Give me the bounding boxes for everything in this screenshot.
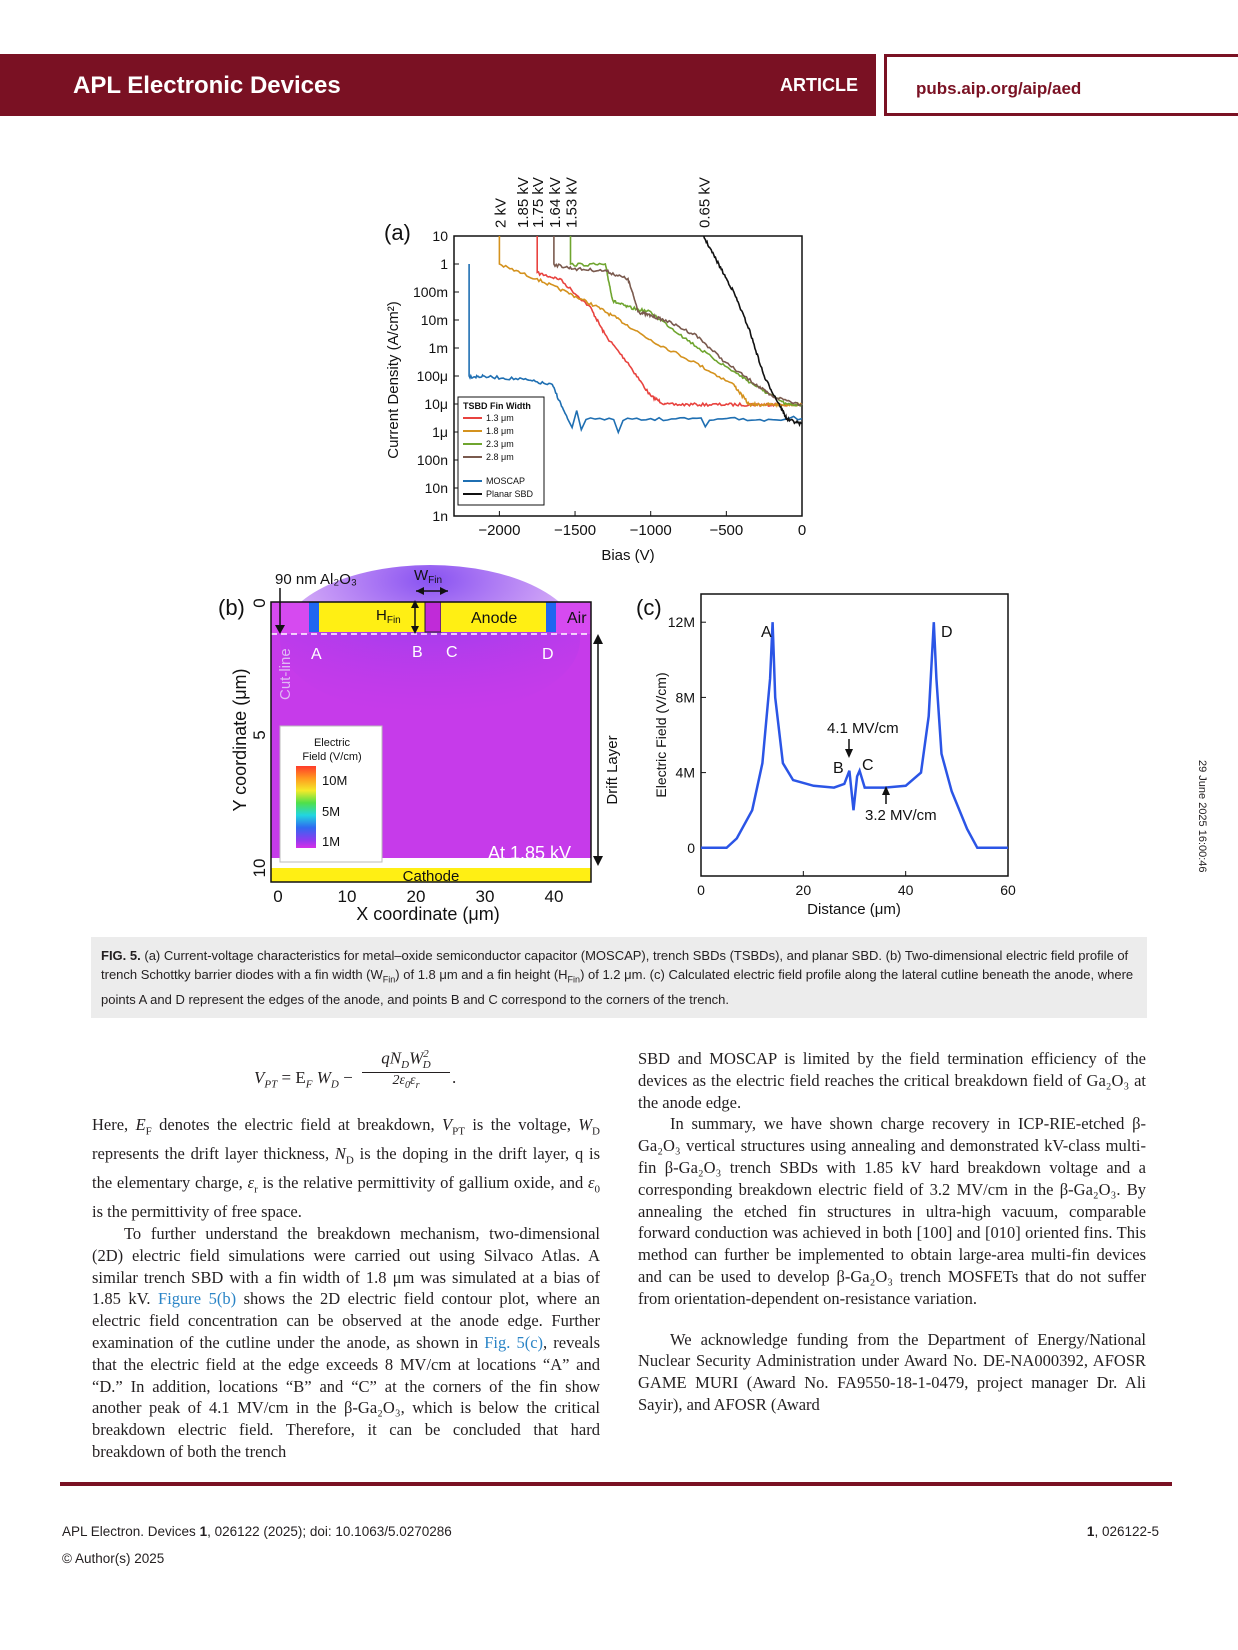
x-tick-label: −500 xyxy=(709,522,744,539)
paragraph-field-termination: SBD and MOSCAP is limited by the field termination efficiency of the devices as the electric field reaches the critical breakdown field of Ga₂O₃ at the anode edge. xyxy=(638,1049,1146,1112)
breakdown-voltage-label: 0.65 kV xyxy=(696,177,714,228)
y-tick-label: 1m xyxy=(428,340,448,356)
left-column xyxy=(92,1114,600,1463)
paragraph-simulation: To further understand the breakdown mechanism, two-dimensional (2D) electric field simulations were carried out using Silvaco Atlas. A similar trench SBD with a fin width of 1.8 μm was simulated at a bias of 1.85 kV. Figure 5(b) shows the 2D electric field contour plot, where an electric field concentration can be observed at the anode edge. Further examination of the cutline under the anode, as shown in Fig. 5(c), reveals that the electric field at the edge exceeds 8 MV/cm at locations “A” and “D.” In addition, locations “B” and “C” at the corners of the fin show another peak of 4.1 MV/cm in the β-Ga₂O₃, which is below the critical breakdown electric field. Therefore, it can be concluded that hard breakdown of both the trench xyxy=(92,1224,600,1462)
drift-layer-label: Drift Layer xyxy=(604,735,621,805)
fin xyxy=(425,602,441,632)
legend-item-label: 1.3 μm xyxy=(486,413,514,423)
panel-c-point-a: A xyxy=(761,624,772,641)
wfin-label: $W_{Fin}$ xyxy=(414,567,443,586)
x-tick-label: 40 xyxy=(897,882,914,898)
x-tick-label: −1500 xyxy=(553,522,597,539)
annotation-4-1: 4.1 MV/cm xyxy=(827,720,899,737)
x-tick-label: 0 xyxy=(797,522,807,539)
colorbar xyxy=(280,726,382,862)
y-tick-label: 100n xyxy=(416,452,448,468)
cutline-label: Cut-line xyxy=(277,648,294,700)
footer-rule xyxy=(60,1482,1172,1486)
panel-b-x-axis-label: X coordinate (μm) xyxy=(356,904,500,924)
panel-a-y-axis-label: Current Density (A/cm²) xyxy=(385,301,402,459)
left-edge-field xyxy=(309,602,319,632)
x-tick-label: 10 xyxy=(337,887,357,906)
y-tick-label: 8M xyxy=(675,689,695,706)
y-tick-label: 10 xyxy=(250,858,269,878)
paragraph-acknowledgment: We acknowledge funding from the Department of Energy/National Nuclear Security Administration under Award No. DE-NA000392, AFOSR GAME MURI (Award No. FA9550-18-1-0479, project manager Dr. Ali Sayir), and AFOSR (Award xyxy=(638,1329,1146,1414)
y-tick-label: 5 xyxy=(250,730,269,740)
y-tick-label: 10n xyxy=(424,480,448,496)
annotation-3-2: 3.2 MV/cm xyxy=(865,807,937,824)
breakdown-voltage-label: 2 kV xyxy=(492,197,510,228)
panel-a-x-axis-label: Bias (V) xyxy=(601,547,655,564)
x-tick-label: 60 xyxy=(1000,882,1016,898)
legend-item-label: 2.8 μm xyxy=(486,452,514,462)
breakdown-voltage-label: 1.53 kV xyxy=(563,177,581,228)
colorbar-tick-5m: 5M xyxy=(322,804,341,819)
colorbar-tick-10m: 10M xyxy=(322,773,348,788)
panel-a-breakdown-labels xyxy=(492,177,713,228)
figure-5c-link[interactable]: Fig. 5(c) xyxy=(484,1333,544,1353)
point-d-label: D xyxy=(542,646,554,663)
panel-c-point-c: C xyxy=(862,757,874,774)
y-tick-label: 10μ xyxy=(424,396,448,412)
right-column xyxy=(638,1048,1146,1416)
legend-title: TSBD Fin Width xyxy=(463,401,531,411)
legend-item-label: 1.8 μm xyxy=(486,426,514,436)
y-tick-label: 1 xyxy=(440,256,448,272)
footer-copyright: © Author(s) 2025 xyxy=(62,1551,165,1566)
left-mesa xyxy=(271,602,309,634)
journal-url-link[interactable]: pubs.aip.org/aip/aed xyxy=(916,79,1082,98)
footer-citation: APL Electron. Devices 1, 026122 (2025); doi: 10.1063/5.0270286 xyxy=(62,1524,452,1539)
colorbar-tick-1m: 1M xyxy=(322,834,341,849)
figure-5 xyxy=(0,160,1238,930)
panel-c-point-b: B xyxy=(833,760,844,777)
legend-item-label: 2.3 μm xyxy=(486,439,514,449)
panel-c-x-axis-label: Distance (μm) xyxy=(807,901,901,918)
x-tick-label: 20 xyxy=(795,882,812,898)
point-a-label: A xyxy=(311,646,322,663)
panel-b-label: (b) xyxy=(218,595,245,620)
cathode-label: Cathode xyxy=(402,868,460,885)
figure-5b-link[interactable]: Figure 5(b) xyxy=(158,1289,237,1309)
journal-title: APL Electronic Devices xyxy=(73,72,341,99)
right-edge-field xyxy=(546,602,556,632)
y-tick-label: 0 xyxy=(687,839,695,856)
x-tick-label: 40 xyxy=(544,887,564,906)
breakdown-voltage-label: 1.75 kV xyxy=(530,177,548,228)
caption-label: FIG. 5. xyxy=(101,948,141,963)
hfin-label: $H_{Fin}$ xyxy=(376,607,401,626)
anode-label: Anode xyxy=(471,610,518,627)
y-tick-label: 12M xyxy=(667,614,695,631)
y-tick-label: 4M xyxy=(675,764,695,781)
y-tick-label: 1n xyxy=(432,508,448,524)
colorbar-title-2: Field (V/cm) xyxy=(302,751,362,763)
panel-c-point-d: D xyxy=(941,624,953,641)
panel-a-label: (a) xyxy=(384,220,411,245)
x-tick-label: −2000 xyxy=(478,522,521,539)
panel-c-y-axis-label: Electric Field (V/cm) xyxy=(653,672,669,798)
x-tick-label: 20 xyxy=(406,887,426,906)
legend-item-label: Planar SBD xyxy=(486,489,534,499)
panel-a-y-ticks xyxy=(413,228,459,524)
point-b-label: B xyxy=(412,644,423,661)
y-tick-label: 100μ xyxy=(416,368,448,384)
oxide-label: 90 nm Al₂O₃ xyxy=(275,571,357,588)
colorbar-gradient xyxy=(296,766,316,848)
x-tick-label: −1000 xyxy=(629,522,672,539)
panel-b-y-ticks xyxy=(250,598,269,877)
article-type: ARTICLE xyxy=(780,75,858,95)
bias-label: At 1.85 kV xyxy=(488,843,572,863)
x-tick-label: 0 xyxy=(273,887,283,906)
footer-page-number: 1, 026122-5 xyxy=(1086,1524,1159,1539)
point-c-label: C xyxy=(446,644,458,661)
y-tick-label: 0 xyxy=(250,598,269,608)
x-tick-label: 30 xyxy=(475,887,495,906)
download-timestamp: 29 June 2025 16:00:46 xyxy=(1196,760,1208,873)
breakdown-voltage-label: 1.64 kV xyxy=(546,177,564,228)
y-tick-label: 10m xyxy=(420,312,448,328)
paragraph-variables: Here, $E_F$ denotes the electric field at breakdown, $V_{PT}$ is the voltage, $W_D$ represents the drift layer thickness, $N_D$ is the doping in the drift layer, q is the elementary charge, $\varepsilon_r$ is the relative permittivity of gallium oxide, and $\varepsilon_0$ is the permittivity of free space. xyxy=(92,1115,601,1222)
legend-item-label: MOSCAP xyxy=(486,476,526,486)
y-tick-label: 1μ xyxy=(432,424,448,440)
colorbar-title-1: Electric xyxy=(313,737,351,749)
panel-c-label: (c) xyxy=(636,595,662,620)
y-tick-label: 100m xyxy=(412,284,448,300)
panel-b-y-axis-label: Y coordinate (μm) xyxy=(230,668,250,812)
paragraph-summary: In summary, we have shown charge recovery in ICP-RIE-etched β-Ga₂O₃ vertical structures using annealing and demonstrated kV-class multi-fin β-Ga₂O₃ trench SBDs with 1.85 kV hard breakdown voltage and a corresponding breakdown electric field of 3.2 MV/cm in the β-Ga₂O₃. By annealing the etched fin structures in ultra-high vacuum, comparable forward conduction was achieved in both [100] and [010] oriented fins. This method can further be implemented to obtain large-area multi-fin devices and can be used to develop β-Ga₂O₃ trench MOSFETs that do not suffer from orientation-dependent on-resistance variation. xyxy=(638,1114,1146,1308)
breakdown-voltage-label: 1.85 kV xyxy=(515,177,533,228)
figure-caption: FIG. 5. (a) Current-voltage characteristics for metal–oxide semiconductor capacitor (MOSCAP), trench SBDs (TSBDs), and planar SBD. (b) Two-dimensional electric field profile of trench Schottky barrier diodes with a fin width $(W_{Fin})$ of 1.8 μm and a fin height $(H_{Fin})$ of 1.2 μm. (c) Calculated electric field profile along the lateral cutline beneath the anode, where points A and D represent the edges of the anode, and points B and C correspond to the corners of the trench. xyxy=(91,937,1147,1018)
anode-metal-left xyxy=(319,602,425,632)
y-tick-label: 10 xyxy=(432,228,448,244)
air-label: Air xyxy=(567,610,587,627)
x-tick-label: 0 xyxy=(697,882,705,898)
